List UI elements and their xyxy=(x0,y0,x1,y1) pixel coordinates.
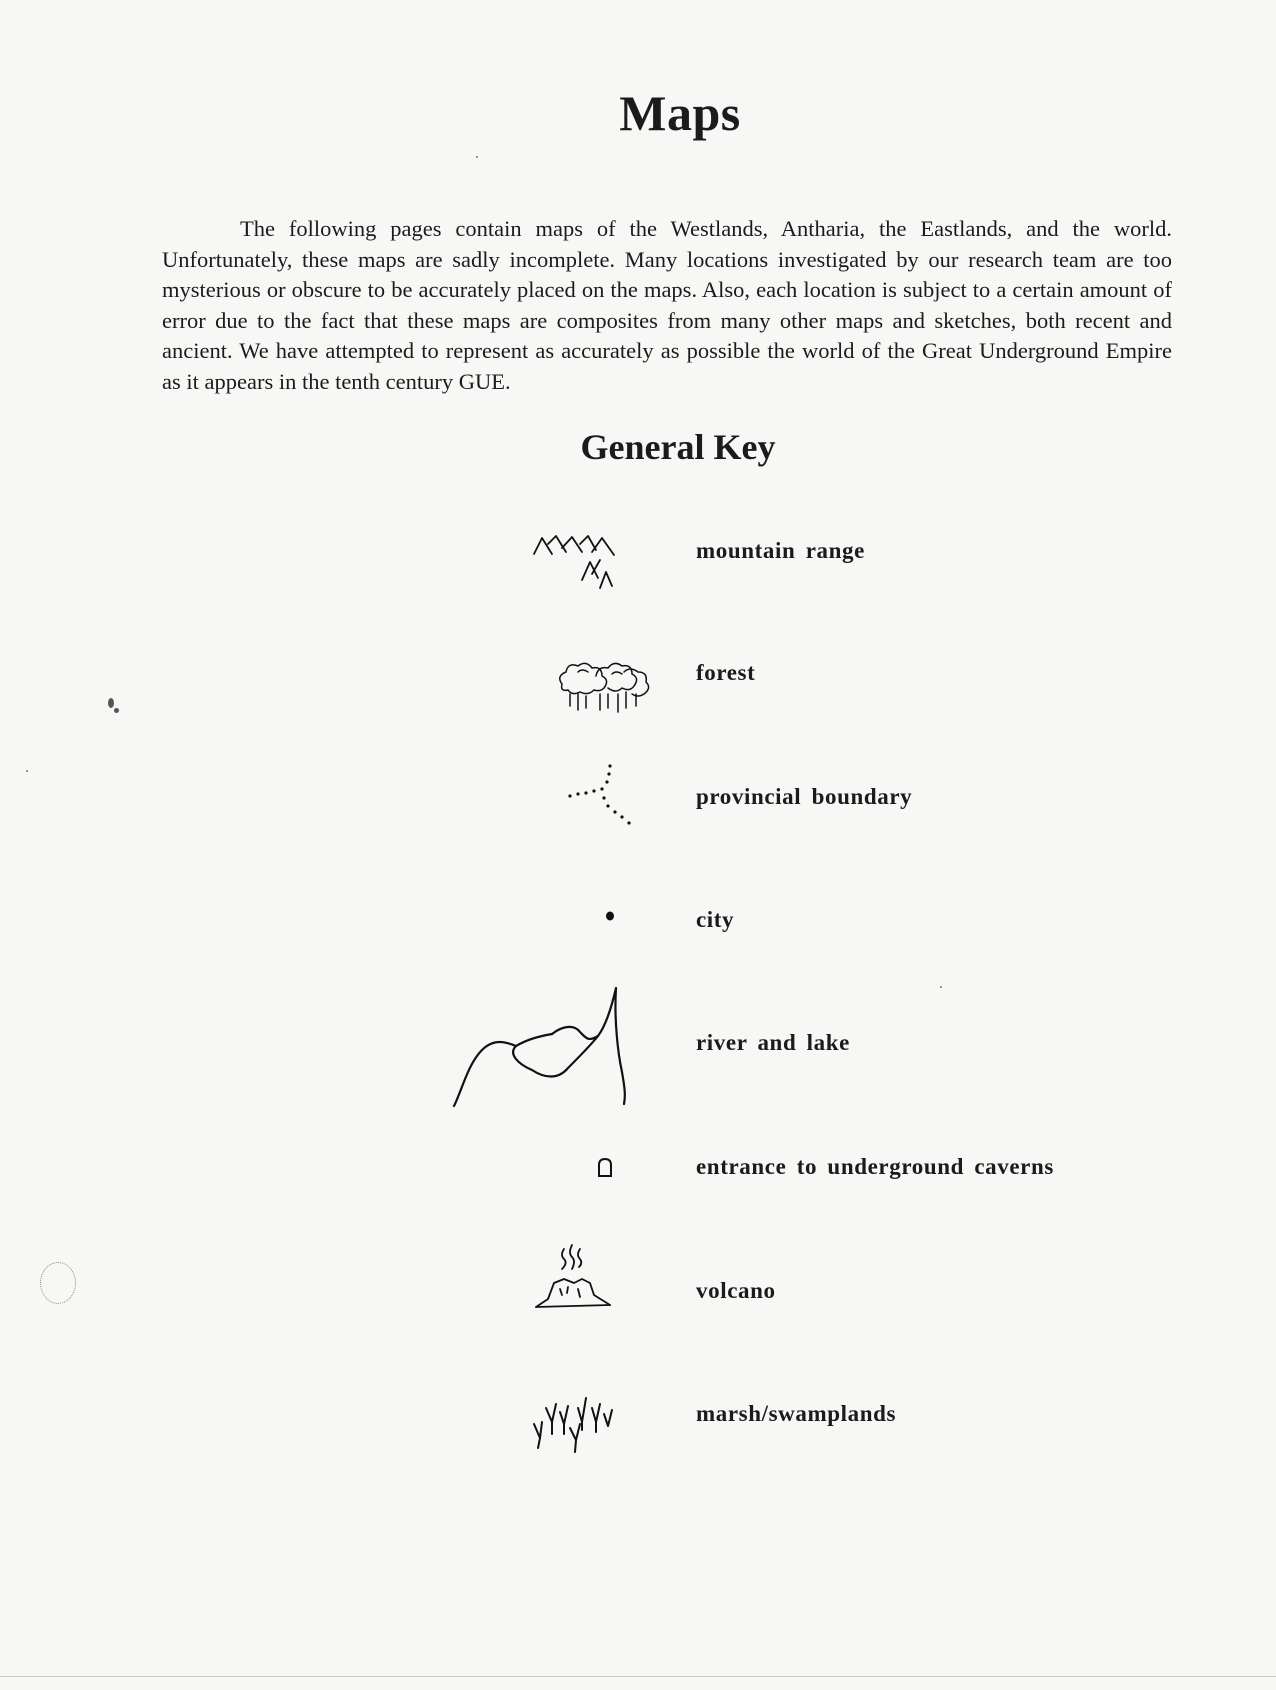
scan-speck xyxy=(114,708,119,713)
city-icon xyxy=(603,909,617,923)
key-label-volcano: volcano xyxy=(696,1278,776,1303)
scan-speck xyxy=(476,156,478,158)
page-title: Maps xyxy=(619,85,741,141)
key-label-marsh: marsh/swamplands xyxy=(696,1401,897,1426)
key-label-cavern-entrance: entrance to underground caverns xyxy=(696,1154,1054,1179)
scan-speck xyxy=(940,986,942,988)
river-and-lake-icon xyxy=(448,980,628,1110)
key-label-city: city xyxy=(696,907,735,932)
cavern-entrance-icon xyxy=(596,1157,616,1179)
key-label-river-and-lake: river and lake xyxy=(696,1030,850,1055)
key-label-mountain-range: mountain range xyxy=(696,538,865,563)
scan-speck xyxy=(26,770,28,772)
key-label-provincial-boundary: provincial boundary xyxy=(696,784,913,809)
scan-speck xyxy=(108,698,114,708)
intro-paragraph: The following pages contain maps of the Westlands, Antharia, the Eastlands, and the world. Unfortunately, these maps are sadly incomplete. Many locations investigated by our research team are too mysterious or obscure to be accurately placed on the maps. Also, each location is subject to a certain amount of error due to the fact that these maps are composites from many other maps and sketches, both recent and ancient. We have attempted to represent as accurately as possible the world of the Great Underground Empire as it appears in the tenth century GUE. xyxy=(162,216,1172,394)
provincial-boundary-icon xyxy=(562,762,642,832)
page-bottom-edge xyxy=(0,1676,1276,1677)
mountain-range-icon xyxy=(530,530,670,592)
volcano-icon xyxy=(534,1243,614,1313)
key-heading: General Key xyxy=(580,427,776,467)
key-label-forest: forest xyxy=(696,660,756,685)
scan-speck xyxy=(40,1262,76,1304)
marsh-icon xyxy=(530,1394,620,1458)
forest-icon xyxy=(556,654,656,714)
